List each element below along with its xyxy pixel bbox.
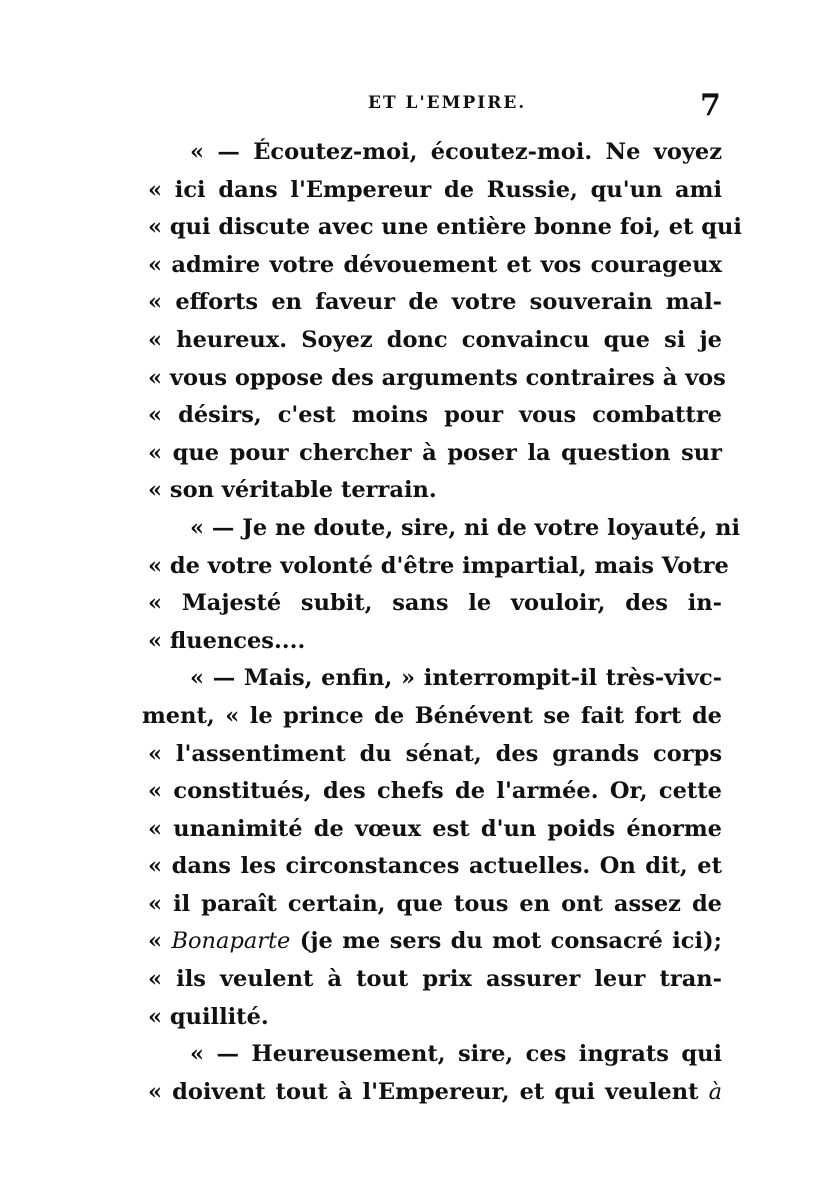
text-line: « de votre volonté d'être impartial, mais Votre	[148, 552, 729, 579]
text-line: « ici dans l'Empereur de Russie, qu'un ami	[148, 176, 722, 203]
text-line: « dans les circonstances actuelles. On dit, et	[148, 853, 722, 880]
body-text	[142, 134, 742, 1111]
text-line: « Majesté subit, sans le vouloir, des in-	[148, 590, 722, 617]
running-title: ET L'EMPIRE.	[368, 93, 527, 113]
text-line: « heureux. Soyez donc convaincu que si je	[148, 326, 722, 353]
text-line: « vous oppose des arguments contraires à vos	[148, 364, 726, 391]
text-line: « — Je ne doute, sire, ni de votre loyauté, ni	[190, 514, 740, 541]
page-number: 7	[700, 88, 721, 123]
text-line: « fluences....	[148, 627, 306, 654]
line-start: « doivent tout à l'Empereur, et qui veulent	[148, 1078, 699, 1105]
text-line: « l'assentiment du sénat, des grands corps	[148, 740, 722, 767]
text-line: « son véritable terrain.	[148, 477, 437, 504]
text-line: ment, « le prince de Bénévent se fait fort de	[142, 702, 722, 729]
text-line: « que pour chercher à poser la question sur	[148, 439, 722, 466]
text-line: « efforts en faveur de votre souverain mal-	[148, 289, 722, 316]
text-line: « ils veulent à tout prix assurer leur tran-	[148, 966, 722, 993]
text-line: « désirs, c'est moins pour vous combattre	[148, 402, 722, 429]
text-line: « qui discute avec une entière bonne foi, et qui	[148, 214, 742, 241]
text-line: « unanimité de vœux est d'un poids énorme	[148, 815, 722, 842]
text-line: « quillité.	[148, 1003, 269, 1030]
italic-word: à	[708, 1078, 722, 1105]
text-line-with-italic	[148, 923, 722, 961]
guillemet: «	[148, 928, 172, 955]
text-line: « — Mais, enfin, » interrompit-il très-vivc-	[190, 665, 722, 692]
text-line: « — Heureusement, sire, ces ingrats qui	[190, 1041, 722, 1068]
text-line: « — Écoutez-moi, écoutez-moi. Ne voyez	[190, 139, 722, 165]
italic-name: Bonaparte	[171, 928, 291, 955]
line-remainder: (je me sers du mot consacré ici);	[299, 928, 722, 955]
text-line: « constitués, des chefs de l'armée. Or, cette	[148, 778, 722, 805]
text-line: « il paraît certain, que tous en ont assez de	[148, 890, 722, 917]
text-line-with-italic	[148, 1074, 722, 1112]
text-line: « admire votre dévouement et vos courageux	[148, 251, 722, 278]
